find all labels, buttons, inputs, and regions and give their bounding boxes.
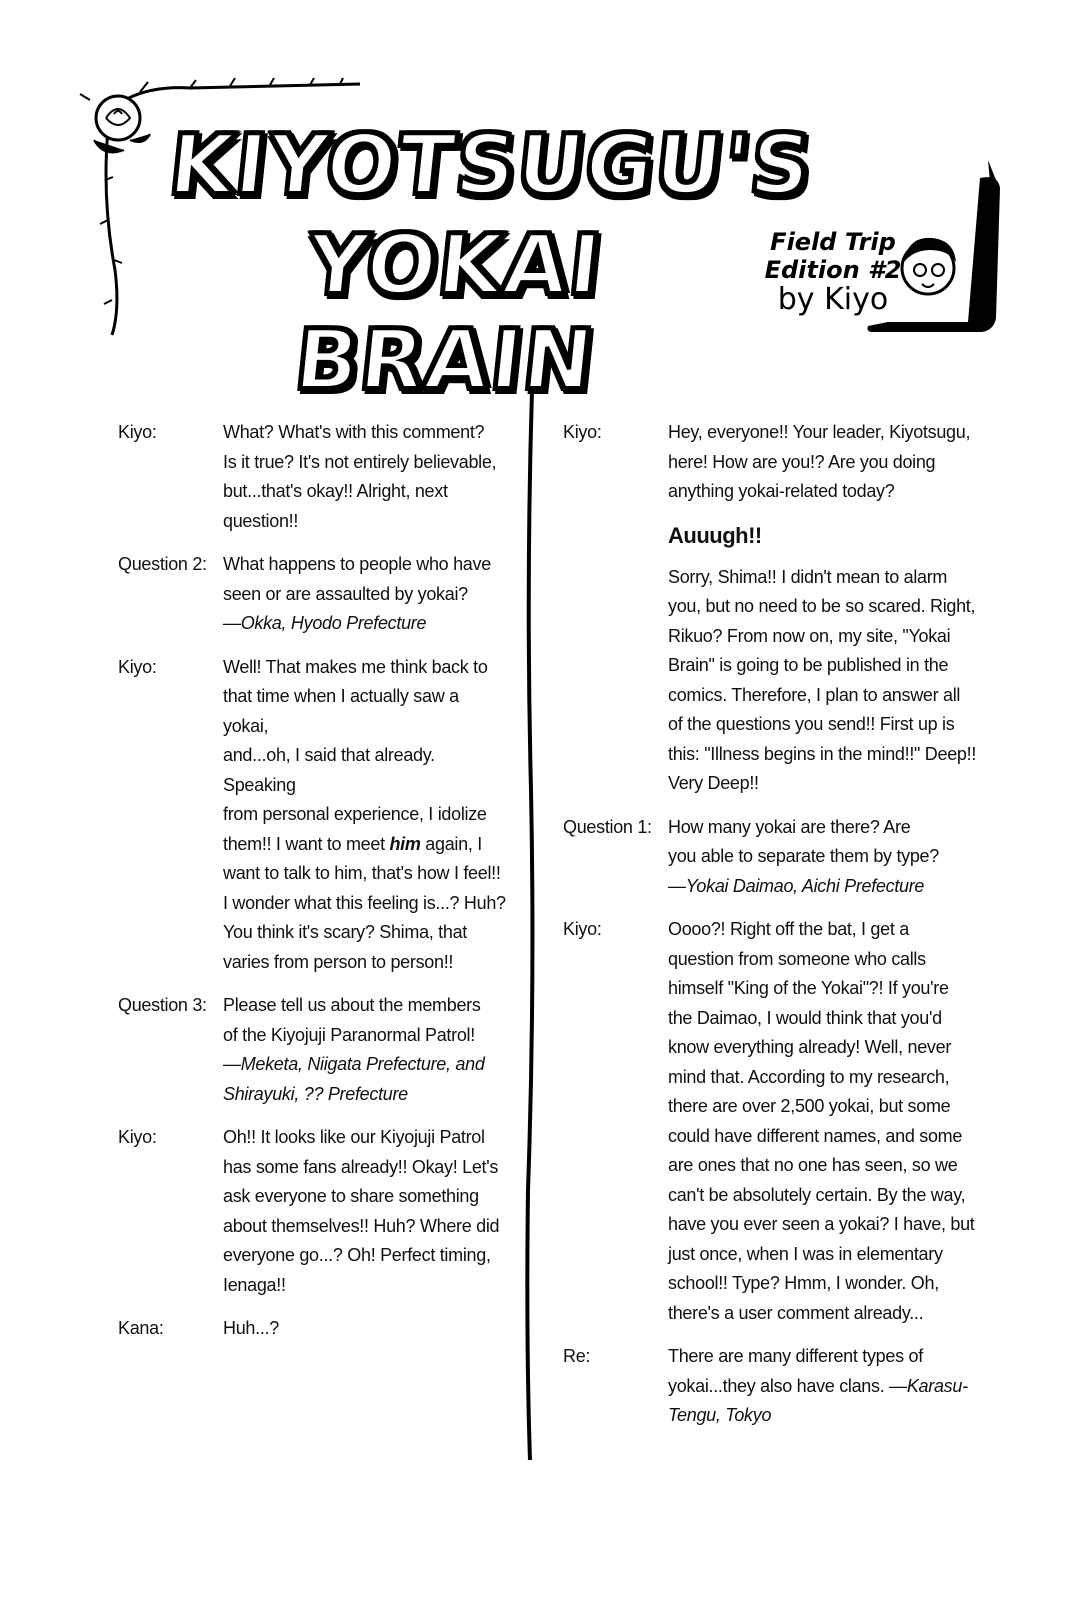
right-column (563, 418, 983, 1445)
byline: by Kiyo (777, 282, 889, 317)
entry (118, 1123, 508, 1300)
text-line: from personal experience, I idolize (223, 804, 487, 824)
text-line: know everything already! Well, never (668, 1037, 952, 1057)
text-line: Ienaga!! (223, 1274, 286, 1295)
entry (118, 991, 508, 1109)
speaker-label: Kiyo: (118, 656, 157, 677)
text-line: I wonder what this feeling is...? Huh? (223, 892, 506, 913)
text-line: everyone go...? Oh! Perfect timing, (223, 1245, 491, 1265)
text-line: of the Kiyojuji Paranormal Patrol! (223, 1024, 475, 1045)
entry-text (223, 550, 508, 639)
text-line: Hey, everyone!! Your leader, Kiyotsugu, (668, 422, 971, 442)
text-line: Huh...? (223, 1318, 279, 1338)
entry (563, 915, 983, 1328)
text-line: has some fans already!! Okay! Let's (223, 1156, 499, 1177)
text-line: there are over 2,500 yokai, but some (668, 1096, 951, 1116)
text-line: anything yokai-related today? (668, 481, 895, 501)
entry (563, 1342, 983, 1431)
text-line: are ones that no one has seen, so we (668, 1155, 958, 1175)
text-line: Please tell us about the members (223, 995, 481, 1015)
text-line: varies from person to person!! (223, 951, 454, 972)
text-line: have you ever seen a yokai? I have, but (668, 1214, 975, 1234)
entry-text (668, 915, 983, 1328)
text-line: ask everyone to share something (223, 1186, 479, 1206)
entry (118, 653, 508, 978)
attribution: —Okka, Hyodo Prefecture (223, 613, 427, 633)
kiyo-character-illustration (860, 150, 1010, 340)
text-line: want to talk to him, that's how I feel!! (223, 863, 501, 883)
text-line: What happens to people who have (223, 554, 491, 574)
speaker-label: Kana: (118, 1318, 164, 1338)
entry (563, 813, 983, 902)
attribution: —Karasu- (884, 1375, 968, 1396)
text-line (223, 830, 508, 860)
text-line: just once, when I was in elementary (668, 1243, 943, 1264)
text-line: Oh!! It looks like our Kiyojuji Patrol (223, 1127, 485, 1147)
text-line: Sorry, Shima!! I didn't mean to alarm (668, 566, 948, 587)
text-line: of the questions you send!! First up is (668, 714, 955, 734)
text-line: there's a user comment already... (668, 1302, 924, 1323)
entry-text (668, 418, 983, 507)
text-fragment: yokai...they also have clans. (668, 1375, 885, 1396)
attribution: Shirayuki, ?? Prefecture (223, 1083, 408, 1104)
text-line: and...oh, I said that already. Speaking (223, 745, 435, 795)
text-fragment: again, I (420, 833, 482, 854)
text-line: There are many different types of (668, 1346, 923, 1366)
text-line: himself "King of the Yokai"?! If you're (668, 978, 949, 998)
text-line: school!! Type? Hmm, I wonder. Oh, (668, 1273, 939, 1293)
text-line: but...that's okay!! Alright, next (223, 481, 448, 501)
text-line: Oooo?! Right off the bat, I get a (668, 919, 909, 939)
entry (118, 550, 508, 639)
text-line: that time when I actually saw a yokai, (223, 686, 459, 736)
column-divider (520, 390, 540, 1460)
entry-text (223, 1314, 508, 1344)
speaker-label: Kiyo: (118, 1127, 157, 1147)
entry (118, 1314, 508, 1344)
text-line (668, 1372, 983, 1402)
text-line: can't be absolutely certain. By the way, (668, 1184, 966, 1205)
paragraph (668, 563, 983, 799)
exclamation: Auuugh!! (668, 522, 762, 548)
entry-text (223, 991, 508, 1109)
speaker-label: Kiyo: (118, 422, 157, 442)
entry-text (223, 1123, 508, 1300)
title-line-2: YOKAI BRAIN (290, 218, 607, 408)
subtitle-line-2: Edition #2 (764, 256, 902, 284)
speaker-label: Kiyo: (563, 422, 602, 442)
entry-text (668, 1342, 983, 1431)
speaker-label: Kiyo: (563, 919, 602, 939)
entry-text (223, 653, 508, 978)
subtitle-line-1: Field Trip (770, 228, 896, 256)
text-line: Is it true? It's not entirely believable, (223, 451, 497, 472)
speaker-label: Question 2: (118, 554, 207, 574)
text-line: comics. Therefore, I plan to answer all (668, 684, 961, 705)
speaker-label: Question 3: (118, 995, 207, 1015)
text-line: seen or are assaulted by yokai? (223, 583, 468, 604)
text-line: the Daimao, I would think that you'd (668, 1007, 942, 1028)
entry (118, 418, 508, 536)
text-line: How many yokai are there? Are (668, 816, 911, 837)
attribution: Tengu, Tokyo (668, 1405, 772, 1425)
speaker-label: Re: (563, 1346, 591, 1366)
entry (563, 418, 983, 507)
text-line: mind that. According to my research, (668, 1066, 950, 1087)
text-line: here! How are you!? Are you doing (668, 451, 936, 472)
text-line: about themselves!! Huh? Where did (223, 1215, 500, 1236)
text-line: this: "Illness begins in the mind!!" Deep!! (668, 743, 977, 764)
text-line: You think it's scary? Shima, that (223, 922, 467, 942)
emphasis: him (389, 833, 421, 854)
text-line: question!! (223, 510, 299, 531)
attribution: —Meketa, Niigata Prefecture, and (223, 1054, 485, 1074)
text-line: Very Deep!! (668, 773, 759, 793)
text-line: Well! That makes me think back to (223, 656, 488, 677)
text-fragment: them!! I want to meet (223, 833, 390, 854)
text-line: you, but no need to be so scared. Right, (668, 596, 976, 616)
text-line: question from someone who calls (668, 948, 926, 969)
entry-text (223, 418, 508, 536)
entry-text (668, 813, 983, 902)
text-line: What? What's with this comment? (223, 422, 485, 442)
text-line: Rikuo? From now on, my site, "Yokai (668, 625, 951, 646)
text-line: Brain" is going to be published in the (668, 655, 949, 675)
title-line-1: KIYOTSUGU'S (165, 118, 817, 213)
title-logo (165, 110, 817, 408)
left-column (118, 418, 508, 1358)
speaker-label: Question 1: (563, 816, 652, 837)
text-line: you able to separate them by type? (668, 846, 939, 866)
text-line: could have different names, and some (668, 1125, 963, 1146)
attribution: —Yokai Daimao, Aichi Prefecture (668, 875, 925, 896)
